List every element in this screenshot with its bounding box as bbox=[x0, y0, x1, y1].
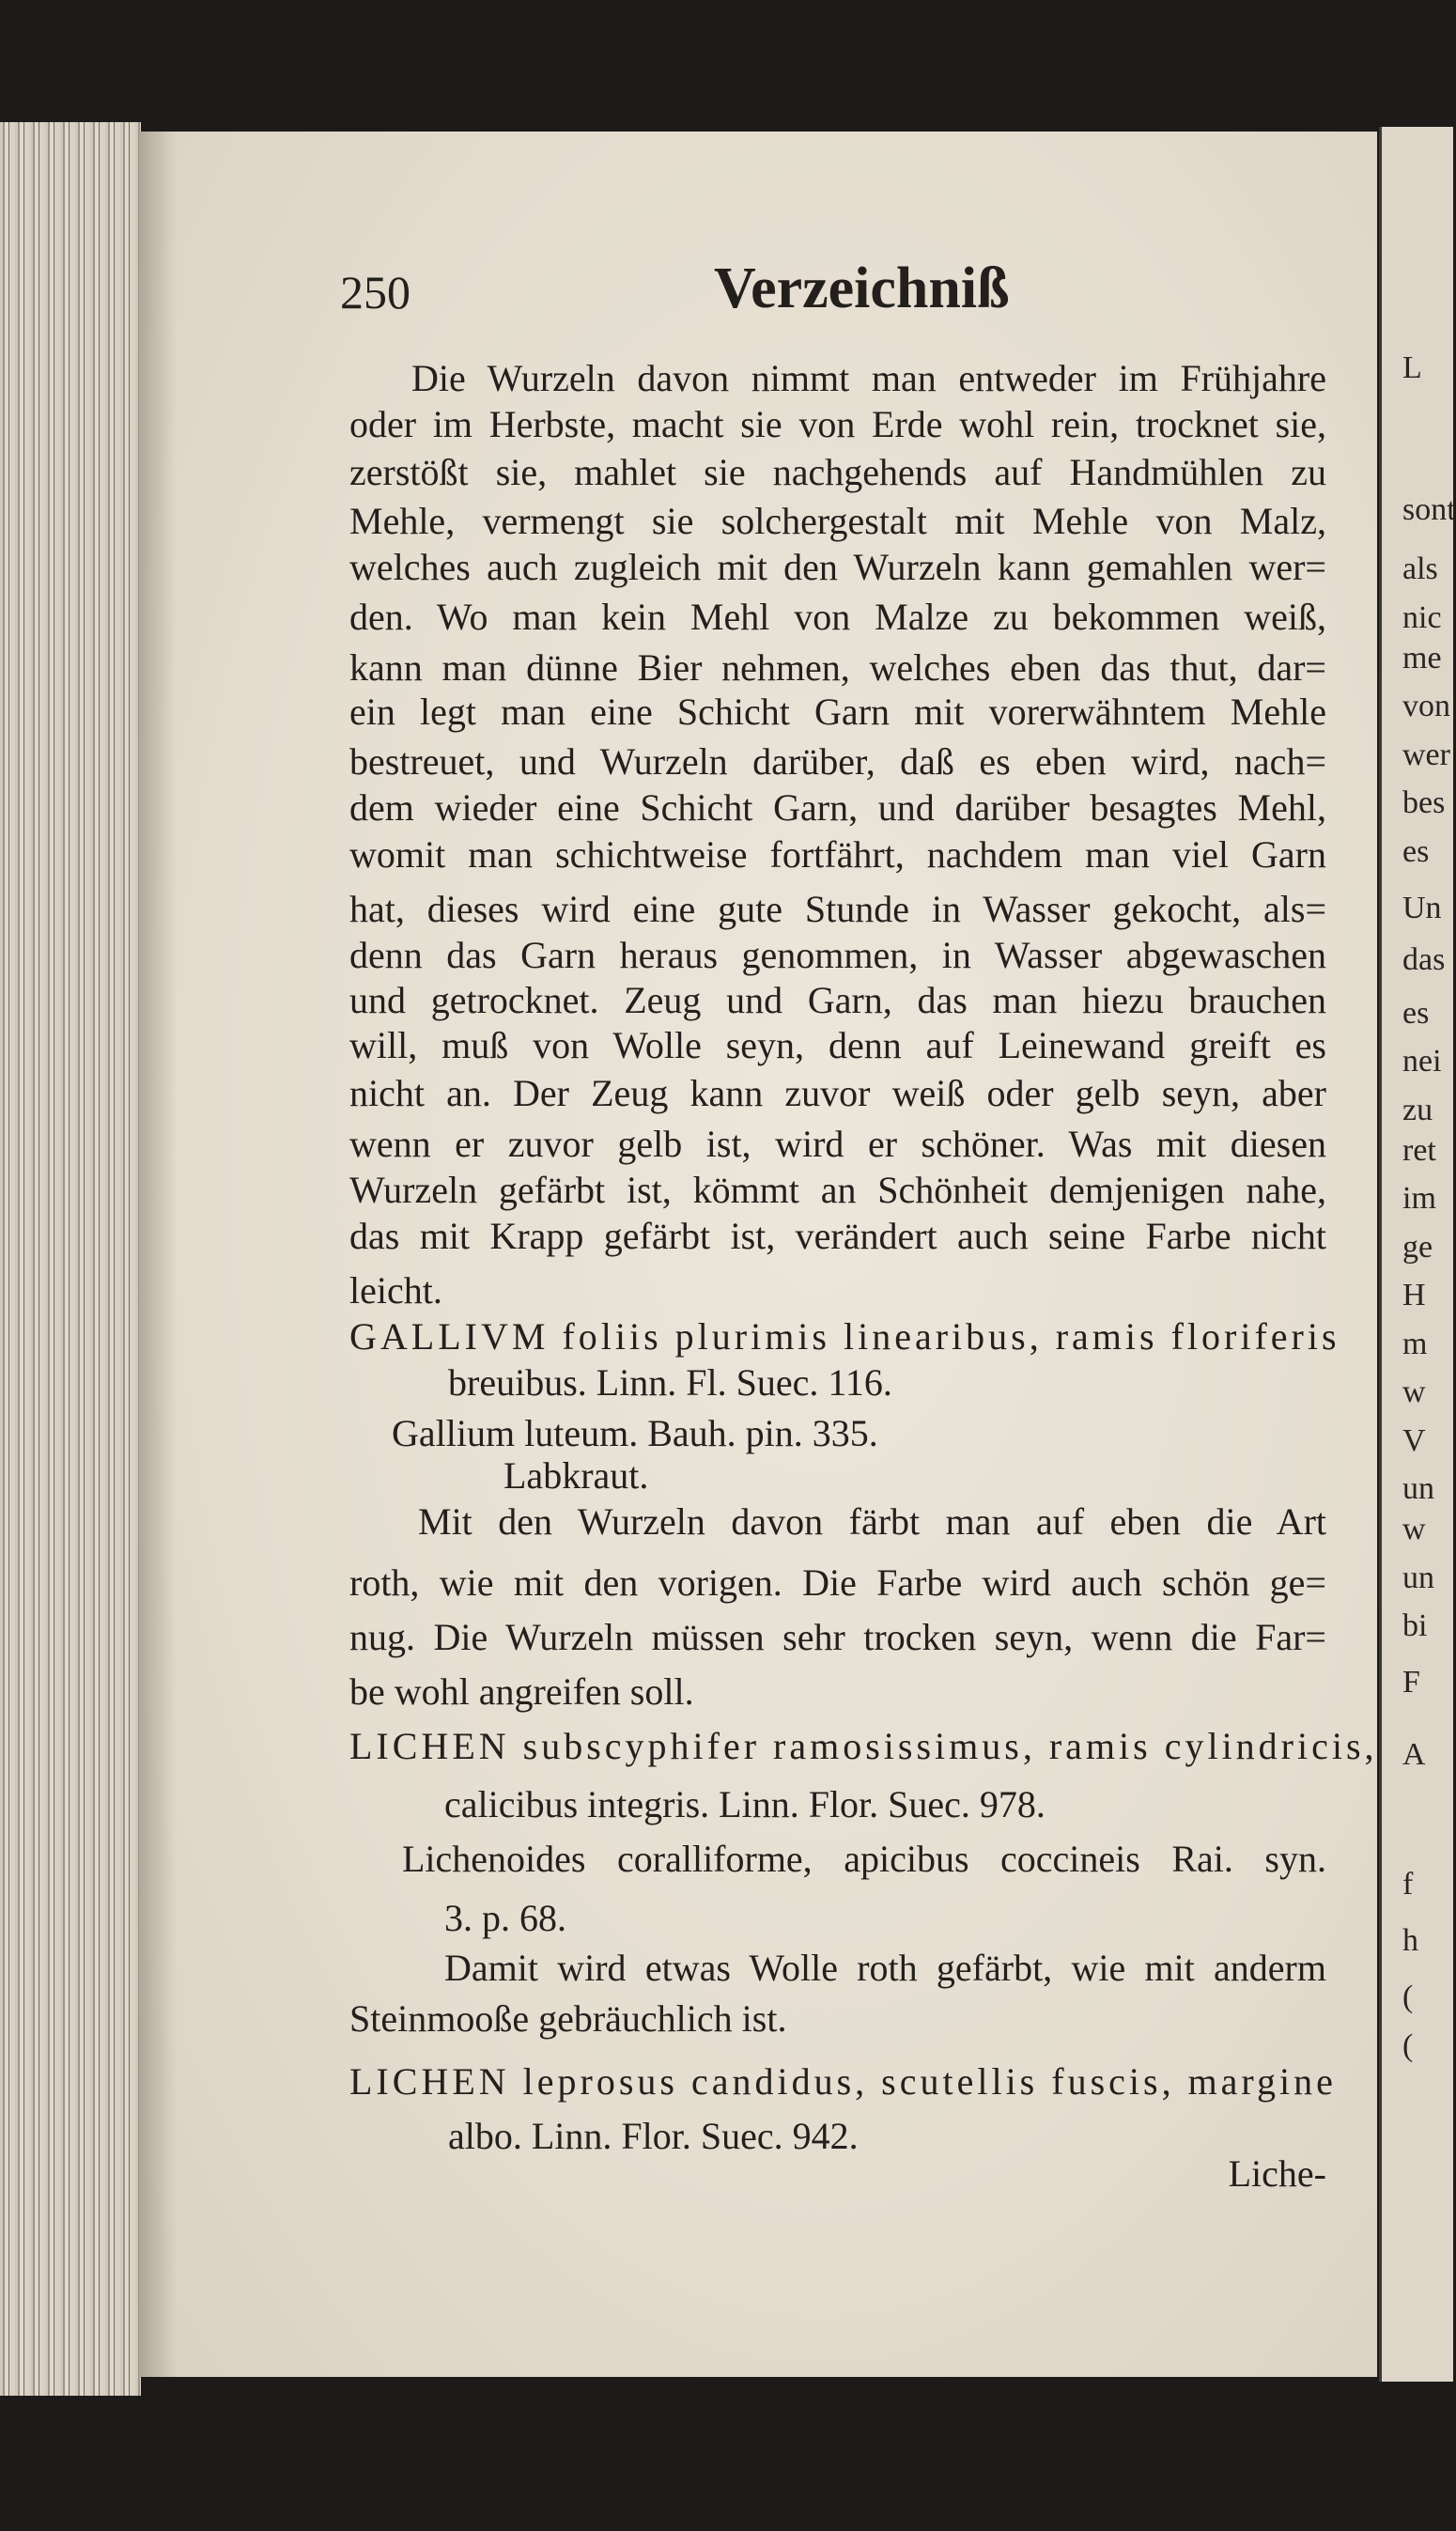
text-line: Lichenoides coralliforme, apicibus coccineis Rai. syn. bbox=[402, 1838, 1326, 1880]
catchword: Liche- bbox=[1228, 2152, 1326, 2195]
text-line: Damit wird etwas Wolle roth gefärbt, wie mit anderm bbox=[444, 1947, 1326, 1989]
text-line: oder im Herbste, macht sie von Erde wohl rein, trocknet sie, bbox=[349, 403, 1326, 445]
next-page-fragment: Un bbox=[1402, 891, 1442, 925]
text-line: nicht an. Der Zeug kann zuvor weiß oder gelb seyn, aber bbox=[349, 1072, 1326, 1114]
text-line: denn das Garn heraus genommen, in Wasser abgewaschen bbox=[349, 934, 1326, 976]
species-entry-line: GALLIVM foliis plurimis linearibus, ramis floriferis bbox=[349, 1315, 1340, 1358]
text-line: Labkraut. bbox=[503, 1454, 649, 1497]
next-page-edge bbox=[1379, 127, 1456, 2382]
next-page-fragment: nic bbox=[1402, 600, 1442, 635]
next-page-fragment: sont bbox=[1402, 492, 1456, 527]
next-page-fragment: ret bbox=[1402, 1133, 1436, 1168]
text-line: roth, wie mit den vorigen. Die Farbe wird auch schön ge= bbox=[349, 1561, 1326, 1604]
next-page-fragment: m bbox=[1402, 1327, 1428, 1361]
text-line: Gallium luteum. Bauh. pin. 335. bbox=[392, 1412, 878, 1454]
next-page-fragment: als bbox=[1402, 551, 1438, 586]
text-line: wenn er zuvor gelb ist, wird er schöner. Was mit diesen bbox=[349, 1123, 1326, 1165]
page-number: 250 bbox=[340, 266, 410, 318]
text-line: das mit Krapp gefärbt ist, verändert auch seine Farbe nicht bbox=[349, 1215, 1326, 1257]
text-line: kann man dünne Bier nehmen, welches eben das thut, dar= bbox=[349, 646, 1326, 689]
next-page-fragment: h bbox=[1402, 1923, 1418, 1958]
next-page-fragment: f bbox=[1402, 1867, 1414, 1902]
text-line: leicht. bbox=[349, 1269, 442, 1312]
running-title: Verzeichniß bbox=[714, 256, 1010, 320]
text-line: und getrocknet. Zeug und Garn, das man hiezu brauchen bbox=[349, 979, 1326, 1021]
next-page-fragment: ( bbox=[1402, 2028, 1414, 2063]
next-page-fragment: das bbox=[1402, 942, 1446, 977]
next-page-fragment: im bbox=[1402, 1181, 1436, 1216]
text-line: breuibus. Linn. Fl. Suec. 116. bbox=[448, 1361, 892, 1404]
species-entry-line: LICHEN subscyphifer ramosissimus, ramis cylindricis, bbox=[349, 1725, 1378, 1767]
next-page-fragment: w bbox=[1402, 1374, 1426, 1409]
text-line: hat, dieses wird eine gute Stunde in Wasser gekocht, als= bbox=[349, 888, 1326, 930]
text-line: 3. p. 68. bbox=[444, 1897, 566, 1939]
text-line: Steinmooße gebräuchlich ist. bbox=[349, 1997, 787, 2040]
text-line: Mit den Wurzeln davon färbt man auf eben die Art bbox=[418, 1500, 1326, 1543]
text-line: Mehle, vermengt sie solchergestalt mit Mehle von Malz, bbox=[349, 500, 1326, 542]
text-line: welches auch zugleich mit den Wurzeln kann gemahlen wer= bbox=[349, 546, 1326, 588]
next-page-fragment: wer bbox=[1402, 738, 1450, 772]
text-line: dem wieder eine Schicht Garn, und darüber besagtes Mehl, bbox=[349, 786, 1326, 829]
page-stack-edges bbox=[0, 122, 141, 2396]
next-page-fragment: von bbox=[1402, 689, 1450, 723]
text-line: be wohl angreifen soll. bbox=[349, 1670, 694, 1713]
gutter-shadow bbox=[139, 132, 177, 2377]
text-line: zerstößt sie, mahlet sie nachgehends auf Handmühlen zu bbox=[349, 451, 1326, 493]
next-page-fragment: un bbox=[1402, 1471, 1434, 1506]
next-page-fragment: bes bbox=[1402, 785, 1446, 820]
text-line: albo. Linn. Flor. Suec. 942. bbox=[448, 2115, 859, 2157]
next-page-fragment: zu bbox=[1402, 1093, 1433, 1127]
next-page-fragment: nei bbox=[1402, 1044, 1442, 1079]
text-line: Wurzeln gefärbt ist, kömmt an Schönheit demjenigen nahe, bbox=[349, 1169, 1326, 1211]
text-line: nug. Die Wurzeln müssen sehr trocken seyn, wenn die Far= bbox=[349, 1616, 1326, 1658]
text-line: Die Wurzeln davon nimmt man entweder im Frühjahre bbox=[411, 357, 1326, 399]
species-entry-line: LICHEN leprosus candidus, scutellis fuscis, margine bbox=[349, 2060, 1337, 2103]
next-page-fragment: me bbox=[1402, 641, 1442, 675]
text-line: den. Wo man kein Mehl von Malze zu bekommen weiß, bbox=[349, 596, 1326, 638]
text-line: ein legt man eine Schicht Garn mit vorerwähntem Mehle bbox=[349, 691, 1326, 733]
next-page-fragment: ( bbox=[1402, 1980, 1414, 2014]
text-line: will, muß von Wolle seyn, denn auf Leinewand greift es bbox=[349, 1024, 1326, 1066]
next-page-fragment: un bbox=[1402, 1561, 1434, 1595]
next-page-fragment: L bbox=[1402, 350, 1422, 385]
next-page-fragment: ge bbox=[1402, 1230, 1433, 1265]
next-page-fragment: V bbox=[1402, 1423, 1426, 1458]
text-line: bestreuet, und Wurzeln darüber, daß es eben wird, nach= bbox=[349, 740, 1326, 783]
next-page-fragment: es bbox=[1402, 834, 1430, 869]
text-line: womit man schichtweise fortfährt, nachdem man viel Garn bbox=[349, 833, 1326, 876]
next-page-fragment: bi bbox=[1402, 1608, 1428, 1643]
next-page-fragment: es bbox=[1402, 996, 1430, 1031]
next-page-fragment: w bbox=[1402, 1512, 1426, 1546]
next-page-fragment: F bbox=[1402, 1665, 1420, 1700]
next-page-fragment: A bbox=[1402, 1737, 1426, 1772]
next-page-fragment: H bbox=[1402, 1278, 1426, 1312]
text-line: calicibus integris. Linn. Flor. Suec. 978. bbox=[444, 1783, 1046, 1825]
